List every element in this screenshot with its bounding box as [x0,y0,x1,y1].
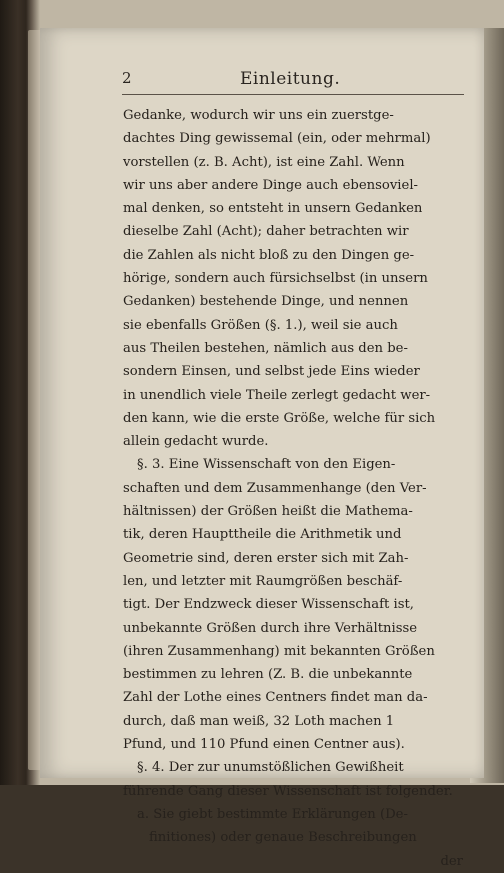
paragraph-start-line: §. 4. Der zur unumstößlichen Gewißheit [137,760,404,776]
text-line: die Zahlen als nicht bloß zu den Dingen ge- [123,247,415,263]
text-line: führende Gang dieser Wissenschaft ist folgender. [123,783,453,799]
text-line: den kann, wie die erste Größe, welche für sich [123,410,436,426]
text-line: len, und letzter mit Raumgrößen beschäf- [123,573,403,589]
page-number: 2 [122,69,132,87]
text-line: tik, deren Haupttheile die Arithmetik und [123,527,402,543]
text-line: dachtes Ding gewissemal (ein, oder mehrmal) [123,131,431,147]
book-page [40,28,484,869]
text-line: aus Theilen bestehen, nämlich aus den be- [123,340,408,356]
text-line: dieselbe Zahl (Acht); daher betrachten wir [123,224,409,240]
text-line: hältnissen) der Größen heißt die Mathema- [123,504,413,520]
text-line: schaften und dem Zusammenhange (den Ver- [123,480,427,496]
text-line: allein gedacht wurde. [123,434,269,450]
text-line: durch, daß man weiß, 32 Loth machen 1 [123,713,395,729]
text-line: unbekannte Größen durch ihre Verhältnisse [123,620,418,636]
text-line: finitiones) oder genaue Beschreibungen [149,830,417,846]
text-line: hörige, sondern auch fürsichselbst (in unsern [123,271,428,287]
text-line: Pfund, und 110 Pfund einen Centner aus). [123,737,405,753]
text-line: vorstellen (z. B. Acht), ist eine Zahl. Wenn [123,154,405,170]
text-line: tigt. Der Endzweck dieser Wissenschaft ist, [123,597,414,613]
text-line: Gedanke, wodurch wir uns ein zuerstge- [123,108,394,123]
catchword: der [440,853,463,869]
text-line: Gedanken) bestehende Dinge, und nennen [123,294,409,310]
text-line: sie ebenfalls Größen (§. 1.), weil sie auch [123,317,398,333]
text-line: in unendlich viele Theile zerlegt gedacht wer- [123,387,431,403]
text-line: bestimmen zu lehren (Z. B. die unbekannte [123,667,413,683]
running-head: Einleitung. [240,69,341,89]
list-item-line: a. Sie giebt bestimmte Erklärungen (De- [137,806,408,822]
text-line: (ihren Zusammenhang) mit bekannten Größen [123,643,435,659]
paragraph-start-line: §. 3. Eine Wissenschaft von den Eigen- [137,457,396,473]
body-text [123,104,465,873]
text-line: wir uns aber andere Dinge auch ebensoviel- [123,177,418,193]
text-line: Geometrie sind, deren erster sich mit Zah- [123,550,409,566]
text-line: sondern Einsen, und selbst jede Eins wieder [123,364,420,380]
header-rule [122,94,464,95]
page-header [40,69,484,93]
text-line: mal denken, so entsteht in unsern Gedanken [123,201,423,217]
text-line: Zahl der Lothe eines Centners findet man da- [123,690,428,706]
